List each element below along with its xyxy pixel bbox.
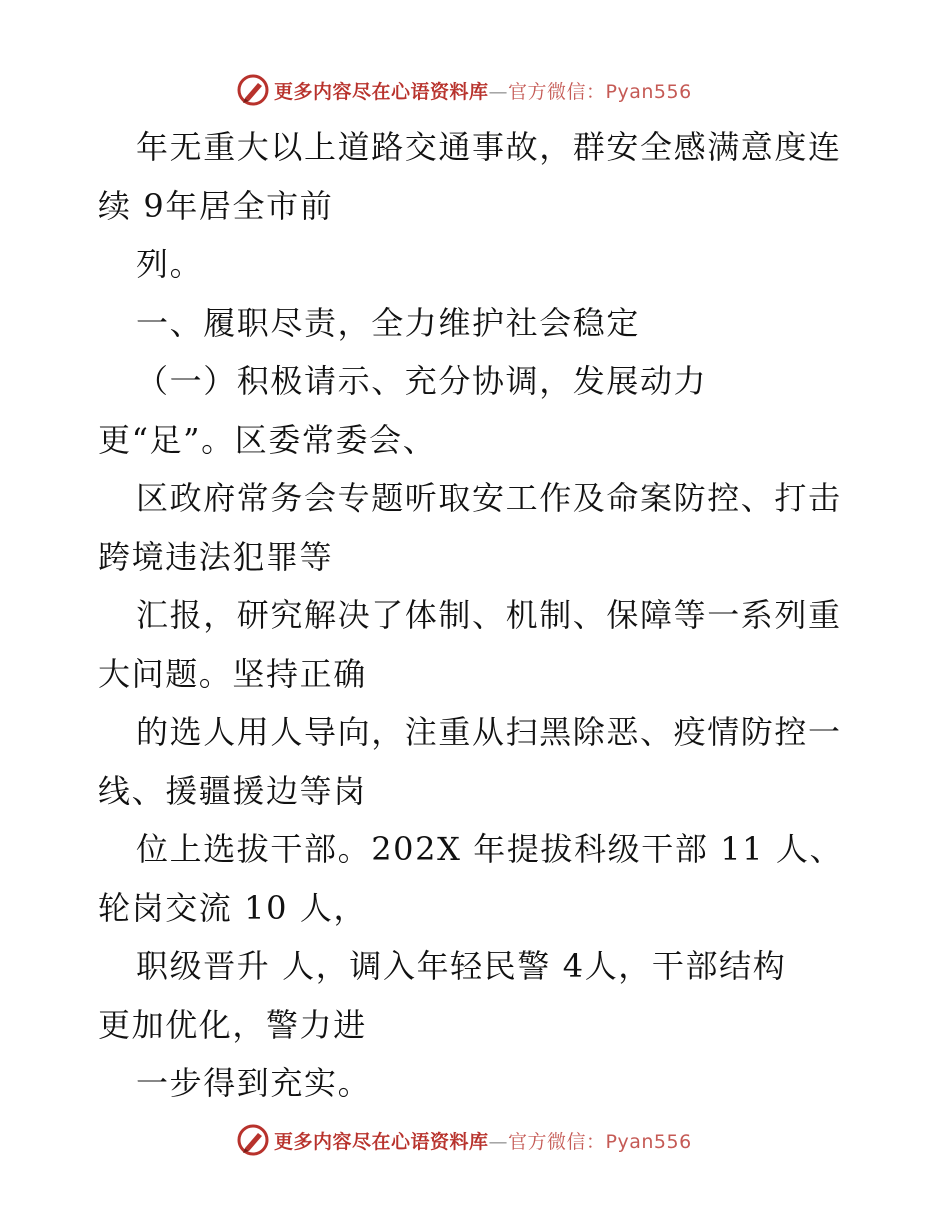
pen-logo-icon <box>236 73 270 107</box>
text-line: 区政府常务会专题听取安工作及命案防控、打击 <box>136 479 842 517</box>
watermark-text: 更多内容尽在心语资料库—官方微信：Pyan556 <box>274 80 692 103</box>
text-line: 大问题。坚持正确 <box>98 654 367 693</box>
watermark-banner-top <box>236 72 692 108</box>
pen-logo-icon <box>236 1123 270 1157</box>
text-line: 轮岗交流 10 人， <box>98 888 368 927</box>
text-line: 跨境违法犯罪等 <box>98 537 334 576</box>
text-line: 列。 <box>136 245 204 283</box>
text-line: 的选人用人导向，注重从扫黑除恶、疫情防控一 <box>136 713 842 751</box>
text-line: 线、援疆援边等岗 <box>98 771 367 810</box>
text-line: 更加优化，警力进 <box>98 1005 367 1044</box>
text-line: 位上选拔干部。202X 年提拔科级干部 11 人、 <box>136 830 844 868</box>
text-line: 汇报，研究解决了体制、机制、保障等一系列重 <box>136 596 842 634</box>
document-body <box>98 118 858 1113</box>
text-line: 一步得到充实。 <box>136 1064 372 1102</box>
section-heading: 一、履职尽责，全力维护社会稳定 <box>136 303 641 342</box>
text-line: 年无重大以上道路交通事故，群安全感满意度连 <box>136 128 842 166</box>
watermark-text: 更多内容尽在心语资料库—官方微信：Pyan556 <box>274 1130 692 1153</box>
subsection-heading: （一）积极请示、充分协调，发展动力 <box>136 362 708 400</box>
text-line: 职级晋升 人，调入年轻民警 4人，干部结构 <box>136 947 787 985</box>
text-line: 更“足”。区委常委会、 <box>98 420 437 459</box>
text-line: 续 9年居全市前 <box>98 186 334 225</box>
watermark-banner-bottom <box>236 1122 692 1158</box>
